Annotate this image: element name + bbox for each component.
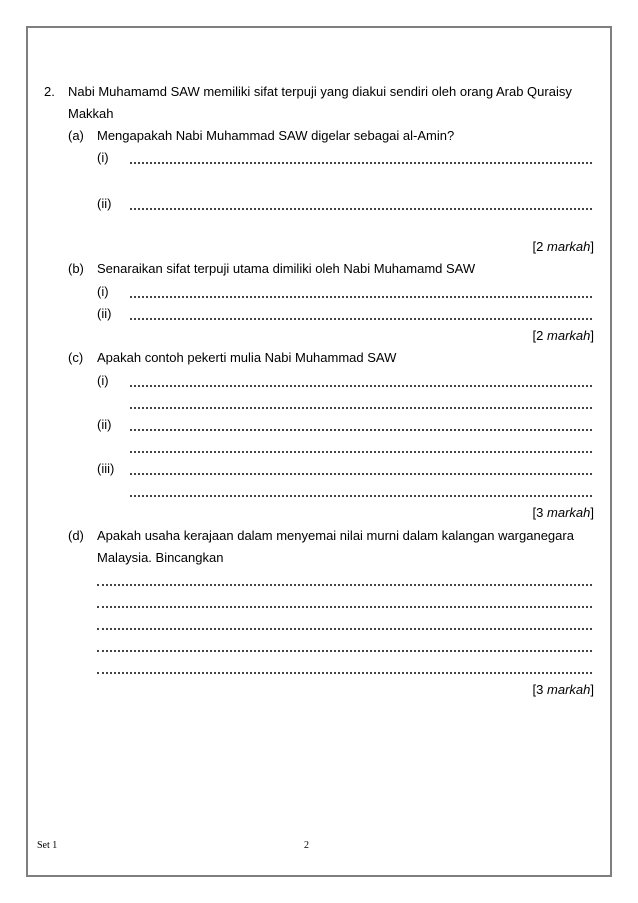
part-c-sub-ii: (ii) bbox=[97, 417, 112, 432]
answer-line[interactable] bbox=[97, 638, 592, 652]
question-stem-line1: Nabi Muhamamd SAW memiliki sifat terpuji yang diakui sendiri oleh orang Arab Quraisy bbox=[68, 84, 572, 99]
part-c-label: (c) bbox=[68, 350, 84, 365]
part-a-sub-ii: (ii) bbox=[97, 196, 112, 211]
part-d-label: (d) bbox=[68, 528, 84, 543]
part-b-sub-ii: (ii) bbox=[97, 306, 112, 321]
answer-line[interactable] bbox=[130, 373, 592, 387]
part-b-marks: [2 markah] bbox=[532, 328, 594, 343]
part-a-question: Mengapakah Nabi Muhammad SAW digelar sebagai al-Amin? bbox=[97, 128, 455, 143]
answer-line[interactable] bbox=[130, 284, 592, 298]
part-a-label: (a) bbox=[68, 128, 84, 143]
answer-line[interactable] bbox=[130, 196, 592, 210]
part-c-sub-iii: (iii) bbox=[97, 461, 115, 476]
answer-line[interactable] bbox=[130, 461, 592, 475]
answer-line[interactable] bbox=[130, 483, 592, 497]
part-c-question: Apakah contoh pekerti mulia Nabi Muhammad SAW bbox=[97, 350, 397, 365]
part-c-marks: [3 markah] bbox=[532, 505, 594, 520]
answer-line[interactable] bbox=[130, 150, 592, 164]
answer-line[interactable] bbox=[130, 439, 592, 453]
answer-line[interactable] bbox=[130, 395, 592, 409]
part-b-question: Senaraikan sifat terpuji utama dimiliki oleh Nabi Muhamamd SAW bbox=[97, 261, 476, 276]
answer-line[interactable] bbox=[130, 306, 592, 320]
answer-line[interactable] bbox=[130, 417, 592, 431]
answer-line[interactable] bbox=[97, 616, 592, 630]
part-c-sub-i: (i) bbox=[97, 373, 109, 388]
answer-line[interactable] bbox=[97, 660, 592, 674]
part-b-sub-i: (i) bbox=[97, 284, 109, 299]
part-d-question-line1: Apakah usaha kerajaan dalam menyemai nilai murni dalam kalangan warganegara bbox=[97, 528, 574, 543]
part-a-marks: [2 markah] bbox=[532, 239, 594, 254]
part-a-sub-i: (i) bbox=[97, 150, 109, 165]
footer-page-number: 2 bbox=[304, 840, 309, 851]
part-d-question-line2: Malaysia. Bincangkan bbox=[97, 550, 224, 565]
footer-set: Set 1 bbox=[37, 840, 58, 851]
answer-line[interactable] bbox=[97, 572, 592, 586]
answer-line[interactable] bbox=[97, 594, 592, 608]
question-number: 2. bbox=[44, 84, 55, 99]
part-d-marks: [3 markah] bbox=[532, 682, 594, 697]
part-b-label: (b) bbox=[68, 261, 84, 276]
question-stem-line2: Makkah bbox=[68, 106, 114, 121]
